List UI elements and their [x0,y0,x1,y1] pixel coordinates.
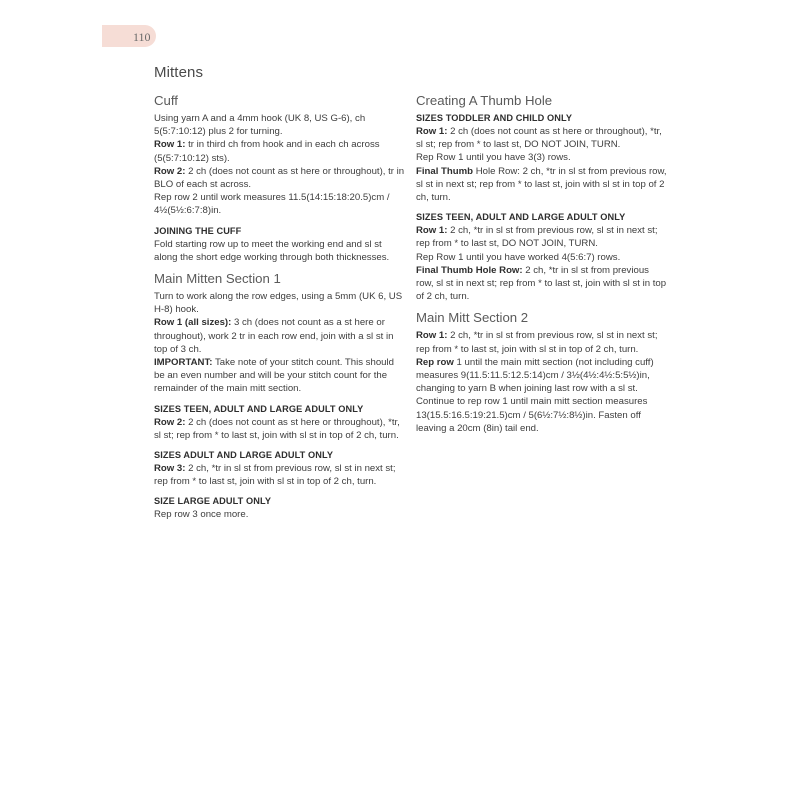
page-number: 110 [133,30,151,44]
cuff-instructions [154,112,406,218]
row-text: 1 until the main mitt section (not including cuff) measures 9(11.5:11.5:12.5:14)cm / 3½(4½:4½:5:5½)in, changing to yarn B when joining last row with a sl st. Continue to rep row 1 until main mitt section measures 13(15.5:16.5:19:21.5)cm / 5(6½:7½:8½)in. Fasten off leaving a 20cm (8in) tail end. [416,356,654,434]
sizes-teen-section [154,403,406,442]
row-text: 2 ch, *tr in sl st from previous row, sl st in next st; rep from * to last st, DO NOT JOIN, TURN. [416,225,658,250]
teen-thumb-section [416,211,668,303]
main-1-row-1 [154,316,406,356]
main-section-2-heading: Main Mitt Section 2 [416,310,529,326]
important-note [154,356,406,396]
cuff-heading: Cuff [154,93,178,108]
toddler-repeat: Rep Row 1 until you have 3(3) rows. [416,152,571,164]
main-2-repeat [416,356,668,435]
sizes-teen-row-2 [154,416,406,442]
left-column [154,93,406,529]
row-label: Row 1: [416,330,448,342]
row-label: Row 1: [154,139,186,151]
row-label: Row 2: [154,416,186,428]
important-text: Take note of your stitch count. This should be an even number and will be your stitch count for the remainder of the main mitt section. [154,357,394,395]
row-text: 2 ch, *tr in sl st from previous row, sl st in next st; rep from * to last st, join with sl st in top of 2 ch, turn. [416,330,658,355]
sizes-teen-heading: SIZES TEEN, ADULT AND LARGE ADULT ONLY [154,403,364,414]
row-label: Row 1: [416,126,448,137]
row-text: 2 ch (does not count as st here or throughout), tr in BLO of each st across. [154,165,405,191]
row-label: Final Thumb [416,165,474,177]
cuff-row-2 [154,165,406,191]
toddler-final-row [416,165,668,205]
row-text: 2 ch (does not count as st here or throughout), *tr, sl st; rep from * to last st, join with sl st in top of 2 ch, turn. [154,416,400,441]
main-section-2-instructions [416,329,668,435]
main-section-1-instructions [154,290,406,396]
page-title: Mittens [154,64,204,81]
teen-repeat: Rep Row 1 until you have worked 4(5:6:7) rows. [416,251,621,263]
size-large-heading: SIZE LARGE ADULT ONLY [154,496,272,507]
cuff-intro: Using yarn A and a 4mm hook (UK 8, US G-6), ch 5(5:7:10:12) plus 2 for turning. [154,113,366,138]
row-label: Row 1 (all sizes): [154,317,232,329]
cuff-repeat: Rep row 2 until work measures 11.5(14:15:18:20.5)cm / 4½(5½:6:7:8)in. [154,192,390,217]
size-large-section [154,495,406,521]
size-large-text: Rep row 3 once more. [154,509,249,521]
right-column [416,93,668,442]
sizes-adult-section [154,449,406,488]
thumb-hole-heading: Creating A Thumb Hole [416,93,553,108]
row-label: Rep row [416,356,454,368]
row-label: Row 2: [154,165,186,177]
cuff-row-1 [154,138,406,164]
row-text: 3 ch (does not count as a st here or throughout), work 2 tr in each row end, join with a sl st in top of 3 ch. [154,317,394,355]
joining-cuff-section [154,225,406,264]
row-text: 2 ch (does not count as st here or throughout), *tr, sl st; rep from * to last st, DO NOT JOIN, TURN. [416,126,662,151]
row-text: Hole Row: 2 ch, *tr in sl st from previous row, sl st in next st; rep from * to last st, join with sl st in top of 2 ch, turn. [416,165,667,204]
joining-heading: JOINING THE CUFF [154,225,242,236]
main-1-intro: Turn to work along the row edges, using a 5mm (UK 6, US H-8) hook. [154,291,403,316]
teen-thumb-heading: SIZES TEEN, ADULT AND LARGE ADULT ONLY [416,212,626,223]
sizes-adult-row-3 [154,462,406,488]
joining-text: Fold starting row up to meet the working end and sl st along the short edge working through both thicknesses. [154,238,390,263]
main-2-row-1 [416,329,668,355]
row-text: 2 ch, *tr in sl st from previous row, sl st in next st; rep from * to last st, join with sl st in top of 2 ch, turn. [416,264,667,303]
row-text: tr in third ch from hook and in each ch across (5(5:7:10:12) sts). [154,139,380,164]
toddler-section [416,112,668,204]
row-label: Row 1: [416,225,448,237]
sizes-adult-heading: SIZES ADULT AND LARGE ADULT ONLY [154,450,334,461]
row-text: 2 ch, *tr in sl st from previous row, sl st in next st; rep from * to last st, join with sl st in top of 2 ch, turn. [154,463,396,488]
toddler-heading: SIZES TODDLER AND CHILD ONLY [416,113,573,123]
row-label: Final Thumb Hole Row: [416,264,523,276]
row-label: Row 3: [154,463,186,475]
important-label: IMPORTANT: [154,357,213,369]
teen-row-1 [416,224,668,250]
main-section-1-heading: Main Mitten Section 1 [154,271,281,287]
toddler-row-1 [416,125,668,151]
teen-final-row [416,264,668,304]
